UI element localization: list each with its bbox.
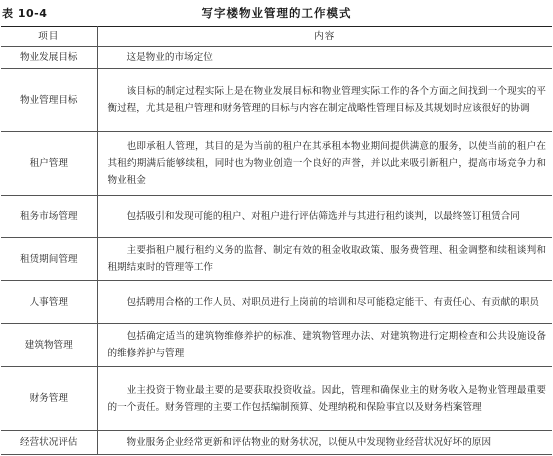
table-row — [1, 367, 552, 431]
row-item: 人事管理 — [1, 281, 97, 324]
row-item: 租户管理 — [1, 132, 97, 196]
row-content-cell — [97, 47, 552, 69]
table-row — [1, 47, 552, 69]
table-caption — [0, 2, 553, 26]
row-content: 包括吸引和发现可能的租户、对租户进行评估筛选并与其进行租约谈判，以最终签订租赁合同 — [126, 211, 520, 222]
table-row — [1, 324, 552, 367]
table-row — [1, 281, 552, 324]
row-item: 租务市场管理 — [1, 196, 97, 238]
row-item: 财务管理 — [1, 367, 97, 431]
row-item: 建筑物管理 — [1, 324, 97, 367]
row-content-cell — [97, 431, 552, 455]
table-label: 表 10-4 — [2, 7, 48, 20]
row-item: 经营状况评估 — [1, 431, 97, 455]
table-row — [1, 132, 552, 196]
table-row — [1, 431, 552, 455]
table-title: 写字楼物业管理的工作模式 — [201, 6, 352, 20]
header-content: 内容 — [97, 27, 552, 47]
table-row — [1, 238, 552, 281]
table-header-row — [1, 27, 552, 47]
header-item: 项目 — [1, 27, 97, 47]
row-item: 物业管理目标 — [1, 69, 97, 132]
row-content: 主要指租户履行租约义务的监督、制定有效的租金收取政策、服务费管理、租金调整和续租谈判和租期结束时的管理等工作 — [107, 245, 546, 273]
row-content: 业主投资于物业最主要的是要获取投资收益。因此，管理和确保业主的财务收入是物业管理最重要的一个责任。财务管理的主要工作包括编制预算、处理纳税和保险事宜以及财务档案管理 — [107, 384, 546, 413]
row-content-cell — [97, 324, 552, 367]
row-content-cell — [97, 238, 552, 281]
row-content: 物业服务企业经常更新和评估物业的财务状况，以便从中发现物业经营状况好坏的原因 — [126, 437, 492, 448]
row-content: 这是物业的市场定位 — [126, 52, 213, 63]
row-content: 包括聘用合格的工作人员、对职员进行上岗前的培训和尽可能稳定能干、有责任心、有贡献的职员 — [126, 296, 540, 308]
work-mode-table — [1, 26, 552, 455]
row-content: 包括确定适当的建筑物维修养护的标准、建筑物管理办法、对建筑物进行定期检查和公共设施设备的维修养护与管理 — [107, 331, 546, 359]
row-content: 该目标的制定过程实际上是在物业发展目标和物业管理实际工作的各个方面之间找到一个现实的平衡过程，尤其是租户管理和财务管理的目标与内容在制定战略性管理目标及其规划时应该很好的协调 — [107, 86, 546, 114]
row-content: 也即承租人管理，其目的是为当前的租户在其承租本物业期间提供满意的服务，以使当前的租户在其租约期满后能够续租，同时也为物业创造一个良好的声誉，并以此来吸引新租户，提高市场竞争力和物业租金 — [107, 141, 546, 186]
row-content-cell — [97, 196, 552, 238]
row-item: 物业发展目标 — [1, 47, 97, 69]
row-content-cell — [97, 281, 552, 324]
row-content-cell — [97, 69, 552, 132]
table-row — [1, 196, 552, 238]
table-row — [1, 69, 552, 132]
row-content-cell — [97, 367, 552, 431]
row-content-cell — [97, 132, 552, 196]
row-item: 租赁期间管理 — [1, 238, 97, 281]
